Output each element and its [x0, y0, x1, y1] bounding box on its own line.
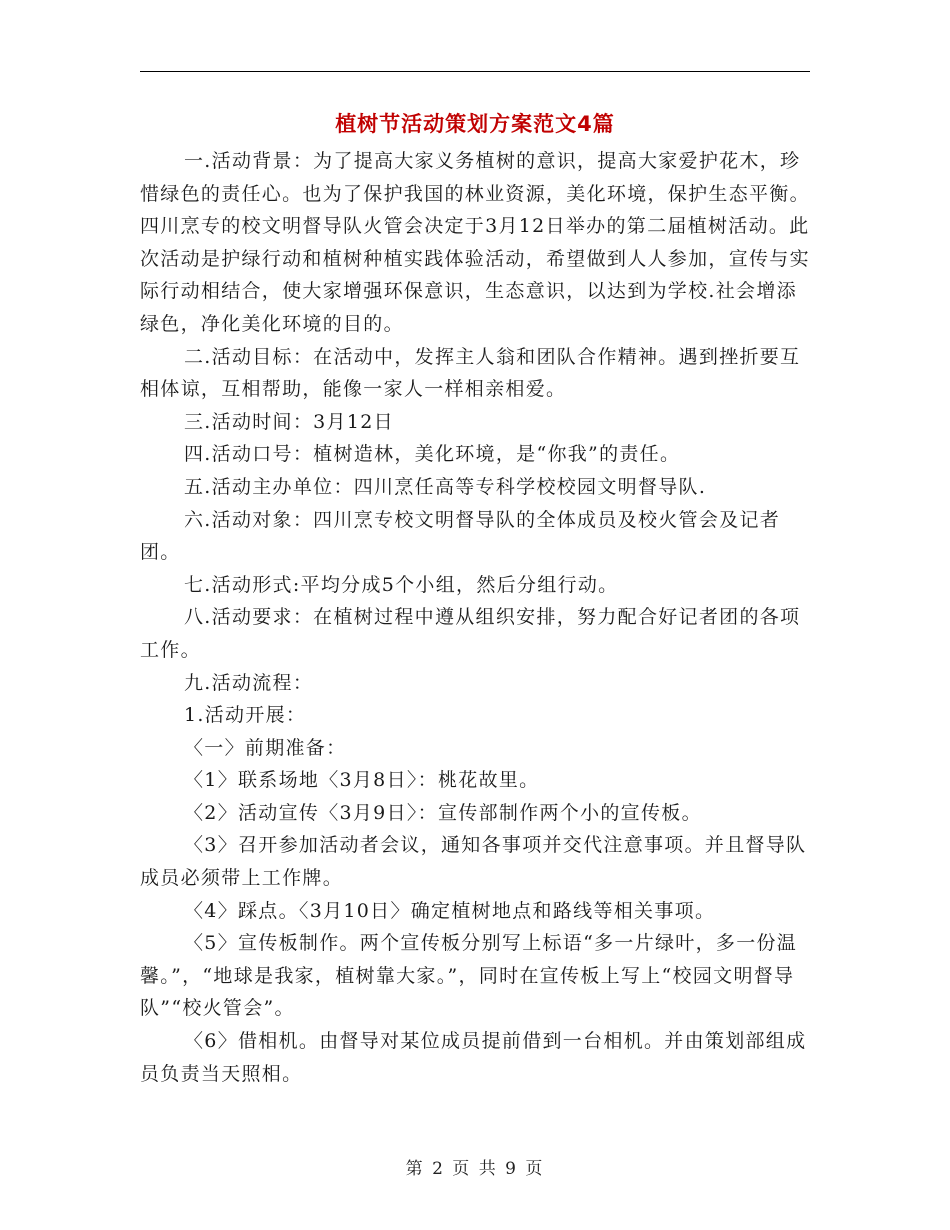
list-item: 〈4〉踩点。〈3月10日〉确定植树地点和路线等相关事项。	[184, 899, 716, 922]
document-title: 植树节活动策划方案范文4篇	[335, 112, 615, 136]
paragraph-slogan: 四.活动口号：植树造林，美化环境，是“你我”的责任。	[184, 443, 681, 466]
paragraph-background: 一.活动背景：为了提高大家义务植树的意识，提高大家爱护花木，珍惜绿色的责任心。也为了保护我国的林业资源，美化环境，保护生态平衡。四川烹专的校文明督导队火管会决定于3月12日举办的第二届植树活动。此次活动是护绿行动和植树种植实践体验活动，希望做到人人参加，宣传与实际行动相结合，使大家增强环保意识，生态意识，以达到为学校.社会增添绿色，净化美化环境的目的。	[140, 150, 810, 335]
paragraph-preparation: 〈一〉前期准备：	[184, 736, 347, 759]
page-number: 第 2 页 共 9 页	[405, 1159, 545, 1179]
paragraph-process-heading: 九.活动流程：	[184, 671, 314, 694]
paragraph-organizer: 五.活动主办单位：四川烹任高等专科学校校园文明督导队.	[184, 475, 707, 498]
paragraph-requirements: 八.活动要求：在植树过程中遵从组织安排，努力配合好记者团的各项工作。	[140, 606, 801, 661]
paragraph-goal: 二.活动目标：在活动中，发挥主人翁和团队合作精神。遇到挫折要互相体谅，互相帮助，能像一家人一样相亲相爱。	[140, 345, 801, 401]
paragraph-activity-start: 1.活动开展：	[184, 704, 307, 727]
paragraph-audience: 六.活动对象：四川烹专校文明督导队的全体成员及校火管会及记者团。	[140, 508, 781, 564]
list-item: 〈6〉借相机。由督导对某位成员提前借到一台相机。并由策划部组成员负责当天照相。	[140, 1030, 807, 1085]
list-item: 〈1〉联系场地〈3月8日〉：桃花故里。	[184, 769, 540, 792]
document-body	[140, 145, 810, 1090]
paragraph-format: 七.活动形式:平均分成5个小组，然后分组行动。	[184, 573, 619, 596]
list-item: 〈2〉活动宣传〈3月9日〉：宣传部制作两个小的宣传板。	[184, 801, 702, 824]
paragraph-time: 三.活动时间：3月12日	[184, 410, 394, 433]
list-item: 〈3〉召开参加活动者会议，通知各事项并交代注意事项。并且督导队成员必须带上工作牌。	[140, 834, 807, 890]
header-rule	[140, 71, 810, 72]
list-item: 〈5〉宣传板制作。两个宣传板分别写上标语“多一片绿叶，多一份温馨。”，“地球是我家，植树靠大家。”，同时在宣传板上写上“校园文明督导队”“校火管会”。	[140, 932, 798, 1020]
